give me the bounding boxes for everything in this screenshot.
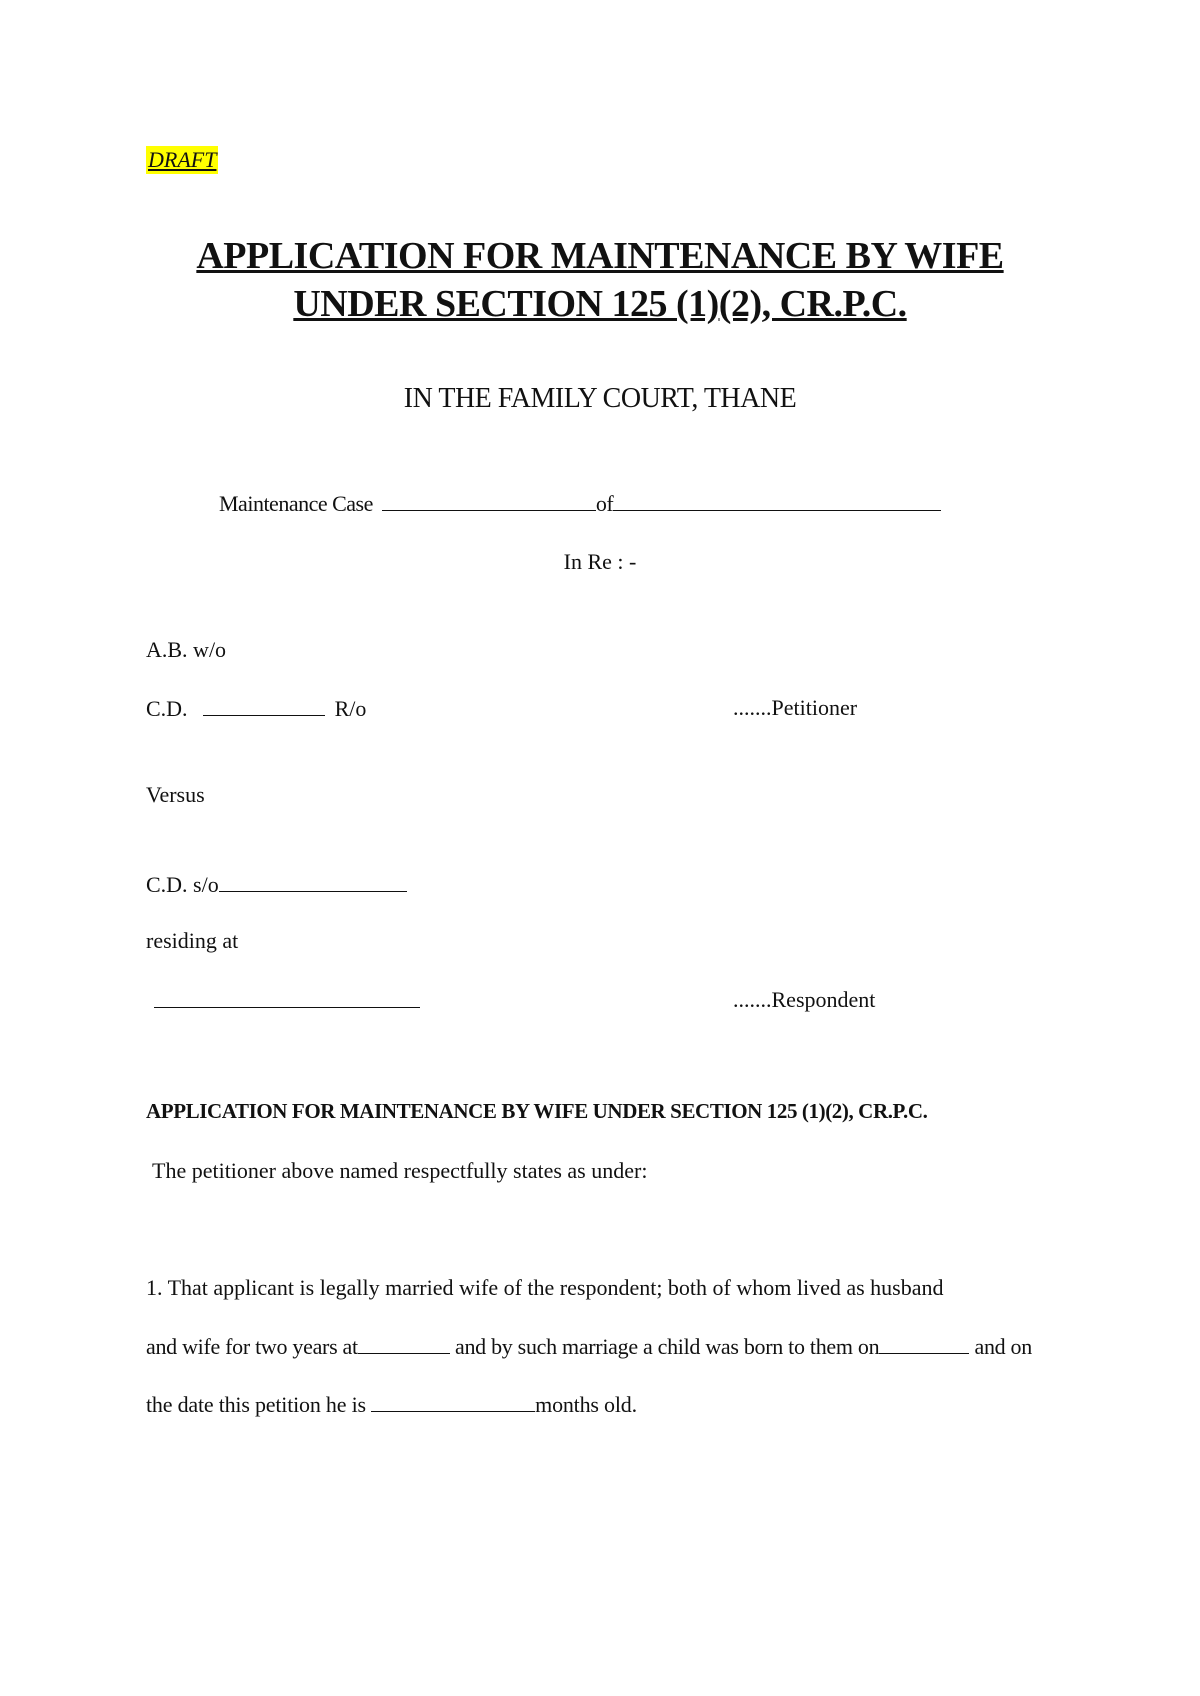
paragraph-1-line-1: 1. That applicant is legally married wife of the respondent; both of whom lived as husband [146, 1275, 944, 1300]
case-of-label: of [595, 491, 614, 516]
respondent-role-label: .......Respondent [733, 987, 876, 1012]
paragraph-1-line-3-part-a: the date this petition he is [146, 1392, 366, 1417]
child-birth-date-blank[interactable] [879, 1331, 969, 1354]
respondent-address-line [154, 985, 420, 1016]
court-name: IN THE FAMILY COURT, THANE [403, 383, 797, 414]
maintenance-case-label: Maintenance Case [219, 491, 373, 516]
document-title-line-1: APPLICATION FOR MAINTENANCE BY WIFE [196, 235, 1004, 277]
paragraph-1-line-2-part-c: and on [974, 1334, 1032, 1359]
respondent-cd-so-label: C.D. s/o [146, 872, 219, 897]
marriage-place-blank[interactable] [358, 1331, 450, 1354]
petitioner-role-label: .......Petitioner [733, 695, 858, 720]
paragraph-1-line-3 [146, 1389, 637, 1420]
paragraph-1-line-2 [146, 1331, 1032, 1362]
respondent-address-blank[interactable] [154, 985, 420, 1008]
paragraph-1-line-2-part-b: and by such marriage a child was born to them on [455, 1334, 880, 1359]
paragraph-1-line-2-part-a: and wife for two years at [146, 1334, 358, 1359]
application-subheading: APPLICATION FOR MAINTENANCE BY WIFE UNDER SECTION 125 (1)(2), CR.P.C. [146, 1099, 928, 1123]
child-age-months-blank[interactable] [371, 1389, 535, 1412]
petitioner-line-1: A.B. w/o [146, 637, 227, 662]
case-number-blank[interactable] [382, 488, 596, 511]
paragraph-1-line-3-part-b: months old. [535, 1392, 637, 1417]
versus-label: Versus [146, 782, 205, 807]
residing-at-label: residing at [146, 928, 239, 953]
petitioner-ro-label: R/o [334, 696, 367, 721]
petitioner-name-blank[interactable] [203, 693, 325, 716]
draft-label: DRAFT [148, 147, 217, 172]
maintenance-case-line [219, 488, 941, 519]
case-year-blank[interactable] [613, 488, 941, 511]
document-title-line-2: UNDER SECTION 125 (1)(2), CR.P.C. [293, 283, 907, 325]
in-re-label: In Re : - [563, 549, 637, 574]
respondent-line-1 [146, 869, 407, 900]
petitioner-line-2 [146, 693, 366, 724]
respondent-father-name-blank[interactable] [219, 869, 407, 892]
petition-intro: The petitioner above named respectfully states as under: [152, 1158, 648, 1183]
petitioner-cd-label: C.D. [146, 696, 188, 721]
